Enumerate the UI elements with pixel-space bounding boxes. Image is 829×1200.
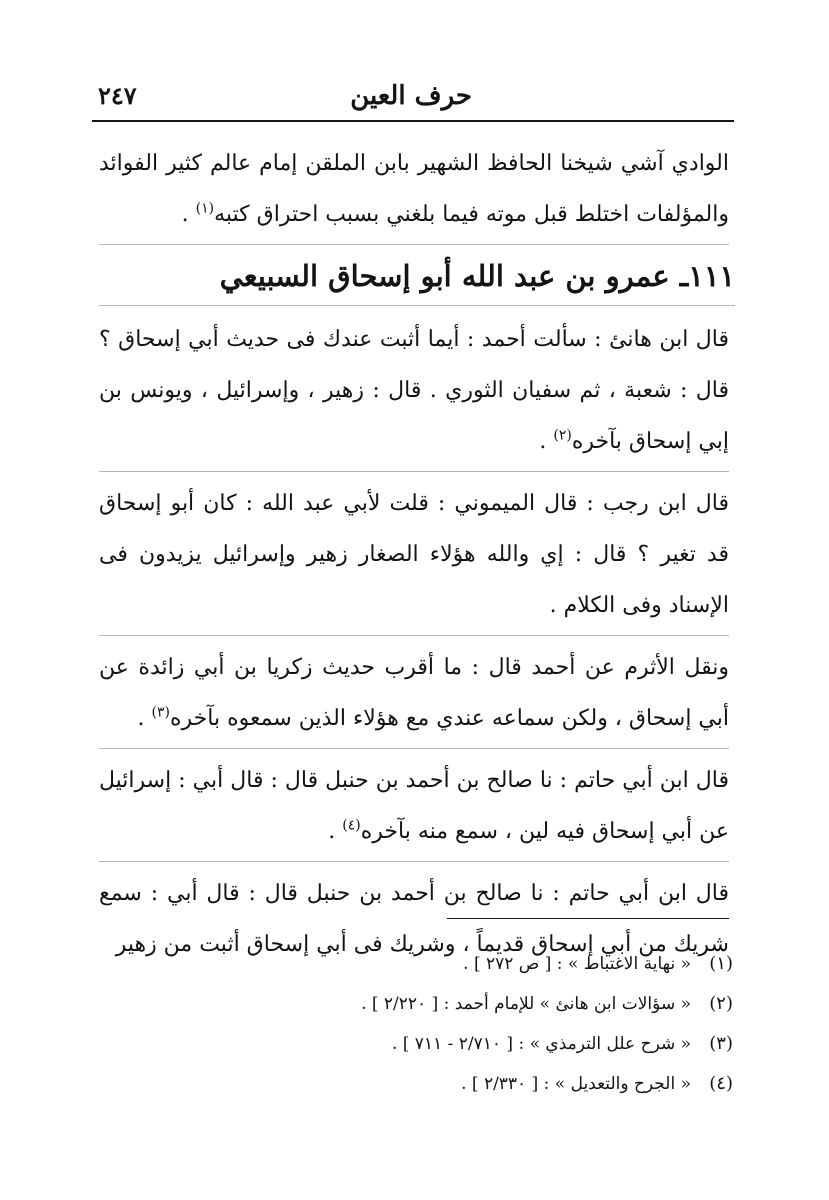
footnote-text: « نهاية الاغتباط » : [ ص ٢٧٢ ] . bbox=[463, 954, 691, 974]
footnote-ref-2: (٢) bbox=[553, 427, 572, 444]
footnote-ref-3: (٣) bbox=[151, 704, 170, 721]
main-text bbox=[99, 138, 735, 976]
page-number: ٢٤٧ bbox=[98, 81, 137, 110]
footnote-4 bbox=[173, 1064, 733, 1104]
paragraph-5 bbox=[99, 755, 729, 862]
footnote-divider bbox=[447, 918, 729, 919]
footnote-ref-4: (٤) bbox=[342, 817, 361, 834]
footnote-number: (٢) bbox=[709, 993, 733, 1014]
footnote-number: (١) bbox=[709, 953, 733, 974]
paragraph-1-text: الوادي آشي شيخنا الحافظ الشهير بابن الملقن إمام عالم كثير الفوائد والمؤلفات اختلط قبل موته فيما بلغني بسبب احتراق كتبه bbox=[99, 151, 729, 227]
paragraph-2-end: . bbox=[539, 429, 554, 454]
paragraph-5-text: قال ابن أبي حاتم : نا صالح بن أحمد بن حنبل قال : قال أبي : إسرائيل عن أبي إسحاق فيه لين ، سمع منه بآخره bbox=[99, 768, 729, 844]
footnotes bbox=[173, 944, 733, 1104]
paragraph-1 bbox=[99, 138, 729, 245]
footnote-2 bbox=[173, 984, 733, 1024]
chapter-title: حرف العين bbox=[350, 81, 472, 111]
paragraph-2-text: قال ابن هانئ : سألت أحمد : أيما أثبت عندك فى حديث أبي إسحاق ؟ قال : شعبة ، ثم سفيان الثوري . قال : زهير ، وإسرائيل ، ويونس بن إبي إسحاق بآخره bbox=[99, 327, 729, 454]
footnote-text: « شرح علل الترمذي » : [ ٢/٧١٠ - ٧١١ ] . bbox=[391, 1034, 691, 1054]
paragraph-1-end: . bbox=[181, 202, 196, 227]
footnote-text: « سؤالات ابن هانئ » للإمام أحمد : [ ٢/٢٢٠ ] . bbox=[361, 994, 691, 1014]
page-header bbox=[92, 78, 734, 122]
footnote-text: « الجرح والتعديل » : [ ٢/٣٣٠ ] . bbox=[461, 1074, 691, 1094]
footnote-ref-1: (١) bbox=[195, 200, 215, 217]
paragraph-4-text: ونقل الأثرم عن أحمد قال : ما أقرب حديث زكريا بن أبي زائدة عن أبي إسحاق ، ولكن سماعه عندي مع هؤلاء الذين سمعوه بآخره bbox=[99, 655, 729, 731]
paragraph-4 bbox=[99, 642, 729, 749]
paragraph-2 bbox=[99, 314, 729, 472]
paragraph-6: قال ابن أبي حاتم : نا صالح بن أحمد بن حنبل قال : قال أبي : سمع شريك من أبي إسحاق قديماً ، وشريك فى أبي إسحاق أثبت من زهير bbox=[99, 881, 729, 957]
entry-heading: ١١١ـ عمرو بن عبد الله أبو إسحاق السبيعي bbox=[99, 251, 735, 306]
footnote-3 bbox=[173, 1024, 733, 1064]
paragraph-4-end: . bbox=[137, 706, 152, 731]
paragraph-5-end: . bbox=[328, 819, 343, 844]
footnote-1 bbox=[173, 944, 733, 984]
paragraph-3: قال ابن رجب : قال الميموني : قلت لأبي عبد الله : كان أبو إسحاق قد تغير ؟ قال : إي والله هؤلاء الصغار زهير وإسرائيل يزيدون فى الإسناد وفى الكلام . bbox=[99, 478, 729, 636]
footnote-number: (٤) bbox=[709, 1073, 733, 1094]
footnote-number: (٣) bbox=[709, 1033, 733, 1054]
